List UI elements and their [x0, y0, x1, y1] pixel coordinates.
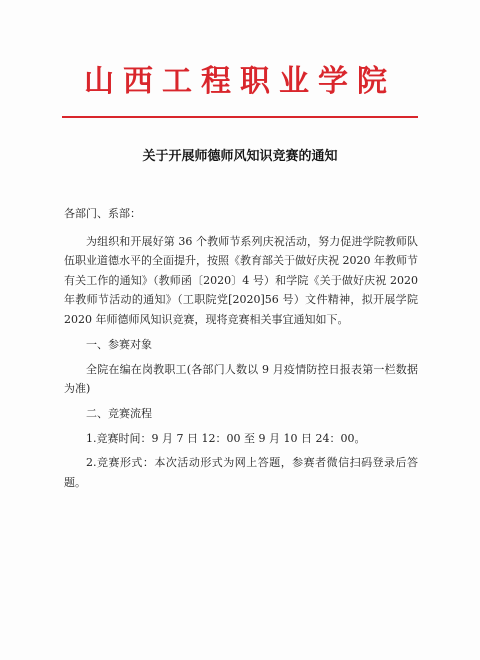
- competition-time-item: 1.竞赛时间：9 月 7 日 12：00 至 9 月 10 日 24：00。: [86, 431, 366, 445]
- section1-heading: 一、参赛对象: [86, 337, 152, 351]
- institution-masthead: 山西工程职业学院: [84, 64, 396, 99]
- masthead-divider: [62, 116, 418, 118]
- competition-format-item: 2.竞赛形式：本次活动形式为网上答题，参赛者微信扫码登录后答题。: [64, 456, 418, 490]
- salutation: 各部门、系部：: [64, 207, 141, 220]
- notice-title: 关于开展师德师风知识竞赛的通知: [142, 149, 338, 164]
- intro-paragraph: 为组织和开展好第 36 个教师节系列庆祝活动，努力促进学院教师队伍职业道德水平的全面提升，按照《教育部关于做好庆祝 2020 年教师节有关工作的通知》（教师函〔2020〕4 号）和学院《关于做好庆祝 2020 年教师节活动的通知》（工职院党[2020]56 号）文件精神，拟开展学院 2020 年师德师风知识竞赛，现将竞赛相关事宜通知如下。: [64, 234, 418, 326]
- section2-heading: 二、竞赛流程: [86, 406, 152, 420]
- section1-paragraph: 全院在编在岗教职工(各部门人数以 9 月疫情防控日报表第一栏数据为准): [64, 362, 418, 396]
- notice-body: [64, 204, 418, 498]
